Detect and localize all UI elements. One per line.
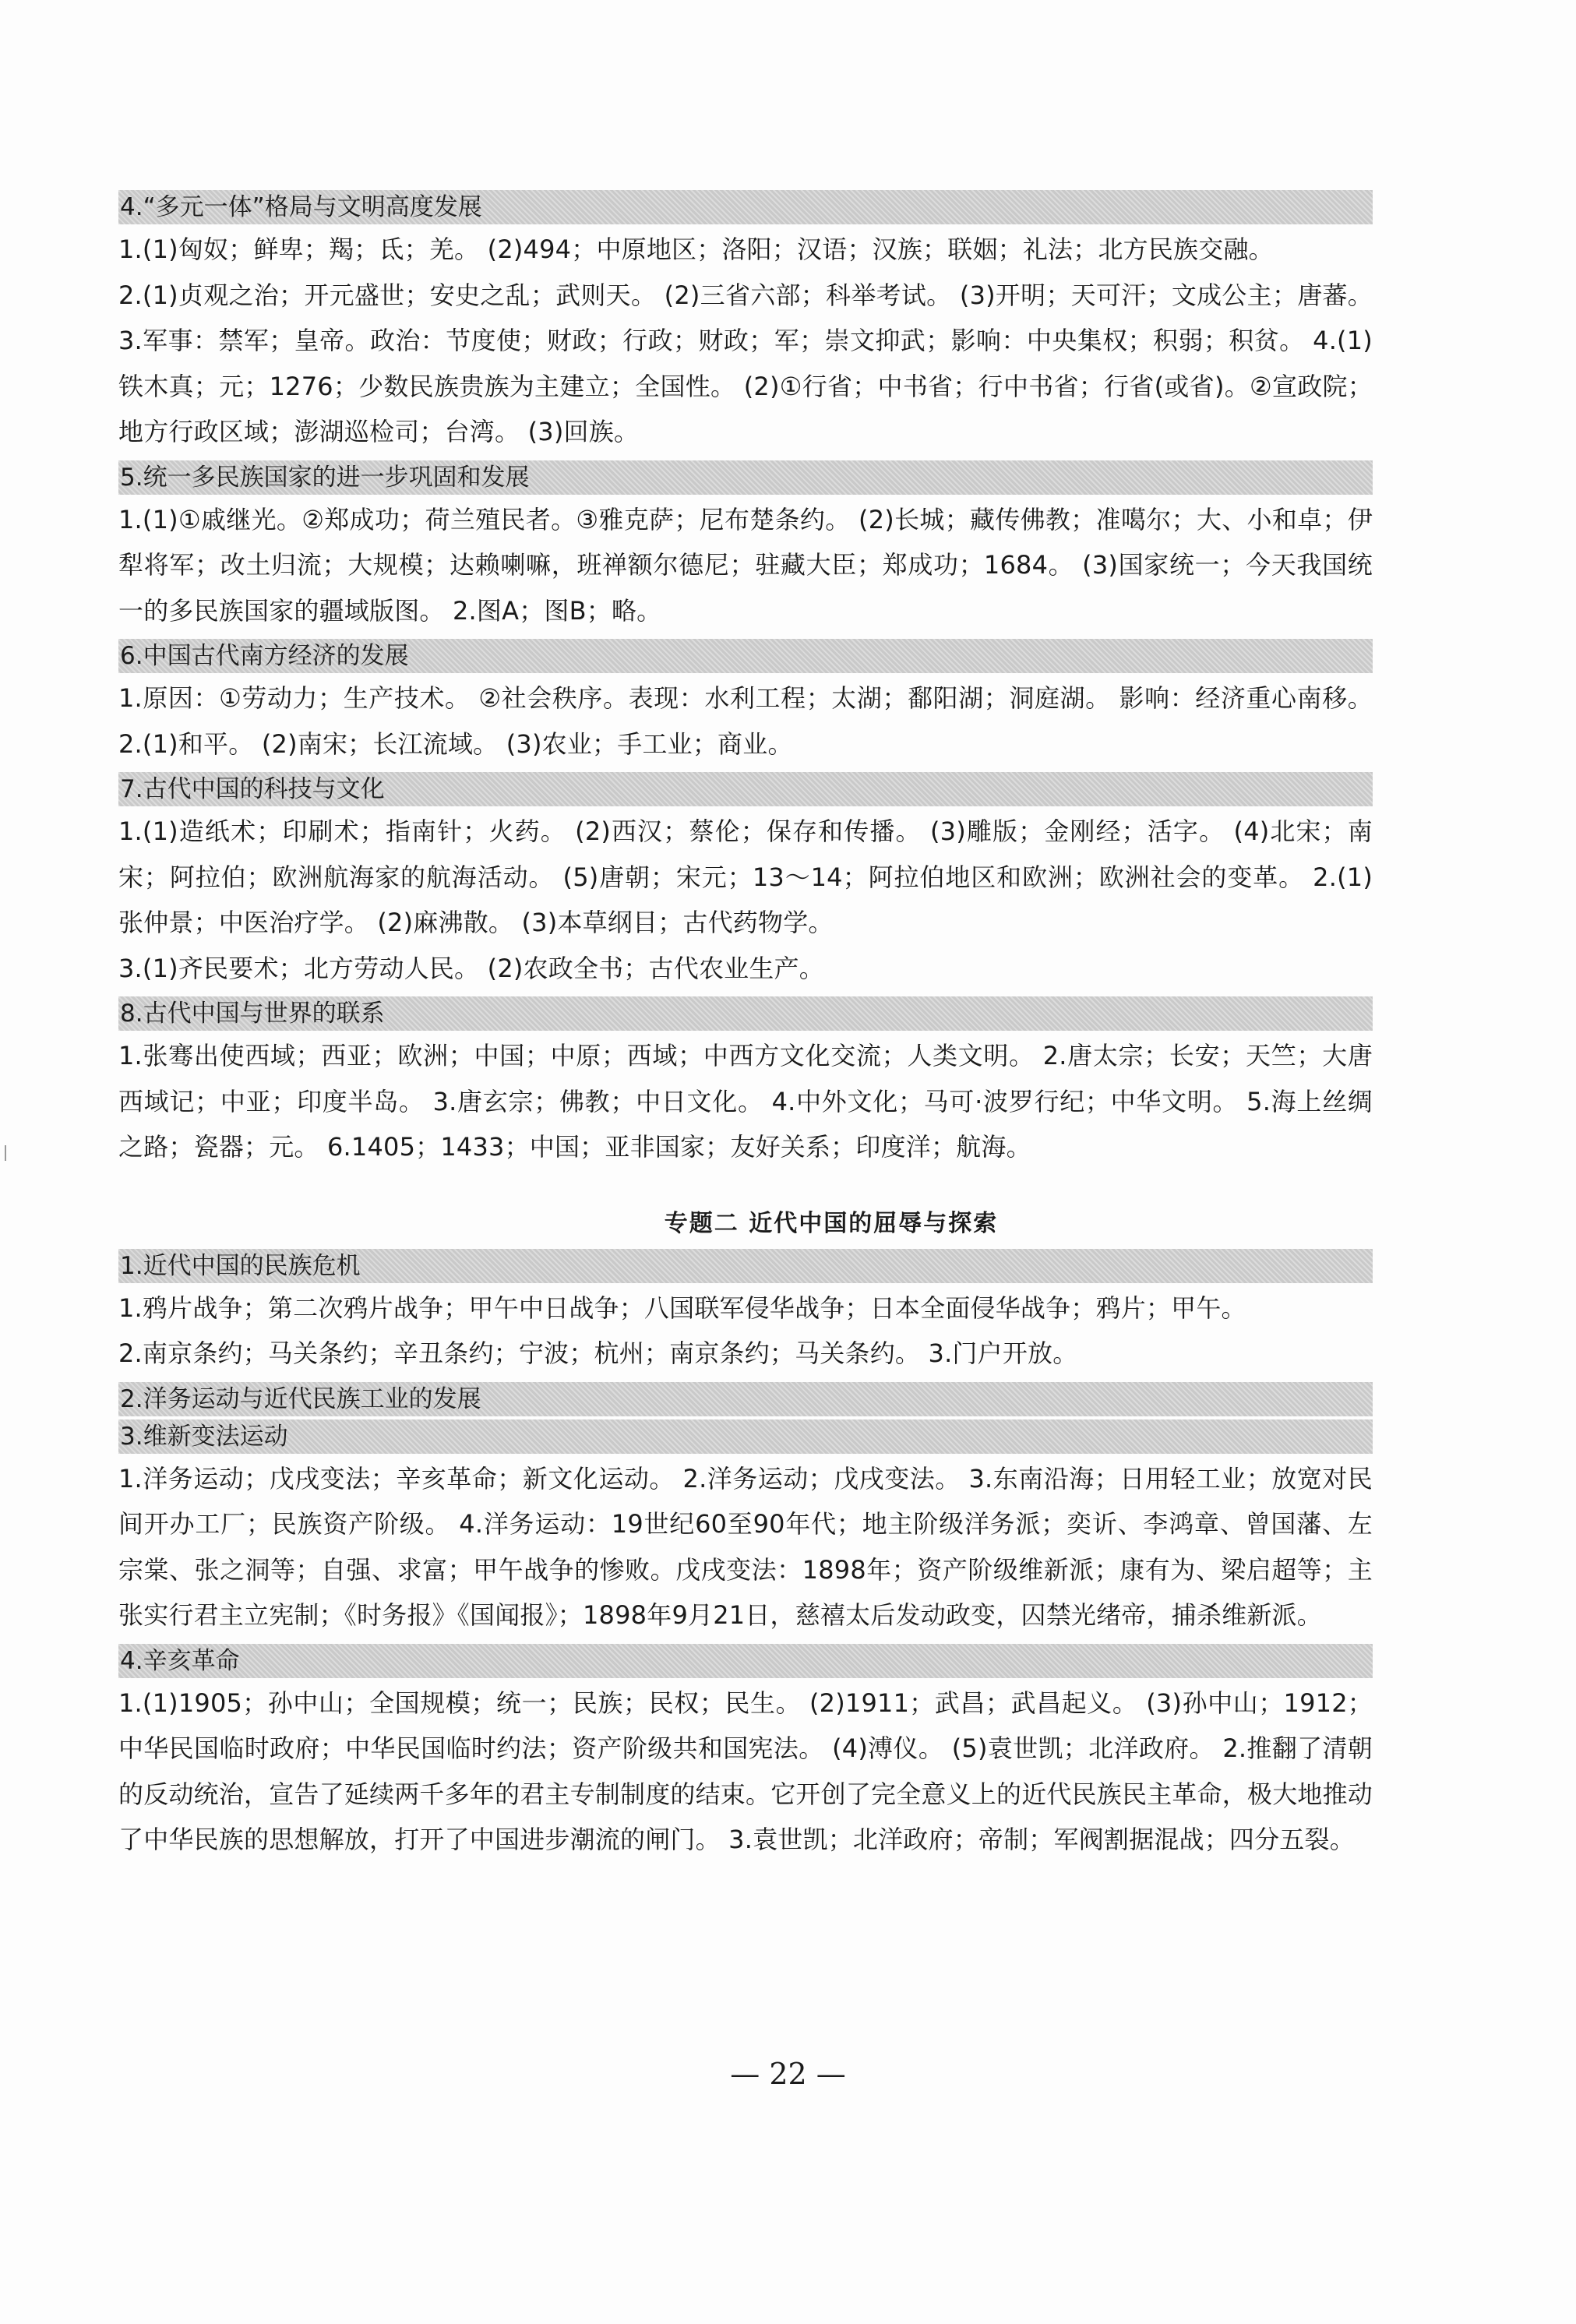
answer-section bbox=[118, 1644, 1373, 1865]
answer-paragraph: 1.原因：①劳动力；生产技术。 ②社会秩序。表现：水利工程；太湖；鄱阳湖；洞庭湖。 影响：经济重心南移。 2.(1)和平。 (2)南宋；长江流域。 (3)农业；手工业；商业。 bbox=[118, 683, 1373, 759]
section-body bbox=[118, 1454, 1373, 1641]
section-body bbox=[118, 1031, 1373, 1173]
answer-paragraph: 1.鸦片战争；第二次鸦片战争；甲午中日战争；八国联军侵华战争；日本全面侵华战争；鸦片；甲午。 bbox=[118, 1292, 1246, 1323]
section-heading: 4.辛亥革命 bbox=[118, 1644, 1373, 1678]
answer-paragraph: 1.张骞出使西域；西亚；欧洲；中国；中原；西域；中西方文化交流；人类文明。 2.唐太宗；长安；天竺；大唐西域记；中亚；印度半岛。 3.唐玄宗；佛教；中日文化。 4.中外文化；马可·波罗行纪；中华文明。 5.海上丝绸之路；瓷器；元。 6.1405；1433；中国；亚非国家；友好关系；印度洋；航海。 bbox=[118, 1041, 1373, 1162]
section-body bbox=[118, 806, 1373, 993]
page-number: — 22 — bbox=[730, 2057, 846, 2091]
answer-paragraph: 2.(1)贞观之治；开元盛世；安史之乱；武则天。 (2)三省六部；科举考试。 (3)开明；天可汗；文成公主；唐蕃。 3.军事：禁军；皇帝。政治：节度使；财政；行政；财政；军；崇文抑武；影响：中央集权；积弱；积贫。 4.(1)铁木真；元；1276；少数民族贵族为主建立；全国性。 (2)①行省；中书省；行中书省；行省(或省)。②宣政院；地方行政区域；澎湖巡检司；台湾。 (3)回族。 bbox=[118, 280, 1373, 446]
answer-section bbox=[118, 190, 1373, 457]
section-heading: 6.中国古代南方经济的发展 bbox=[118, 639, 1373, 673]
answer-paragraph: 1.洋务运动；戊戌变法；辛亥革命；新文化运动。 2.洋务运动；戊戌变法。 3.东南沿海；日用轻工业；放宽对民间开办工厂；民族资产阶级。 4.洋务运动：19世纪60至90年代；地主阶级洋务派；奕䜣、李鸿章、曾国藩、左宗棠、张之洞等；自强、求富；甲午战争的惨败。戊戌变法：1898年；资产阶级维新派；康有为、梁启超等；主张实行君主立宪制；《时务报》《国闻报》；1898年9月21日，慈禧太后发动政变，囚禁光绪帝，捕杀维新派。 bbox=[118, 1463, 1373, 1630]
section-heading: 8.古代中国与世界的联系 bbox=[118, 996, 1373, 1031]
answer-paragraph: 2.南京条约；马关条约；辛丑条约；宁波；杭州；南京条约；马关条约。 3.门户开放。 bbox=[118, 1338, 1078, 1368]
part-one-sections bbox=[118, 190, 1373, 1173]
answer-paragraph: 1.(1)①戚继光。②郑成功；荷兰殖民者。③雅克萨；尼布楚条约。 (2)长城；藏传佛教；准噶尔；大、小和卓；伊犁将军；改土归流；大规模；达赖喇嘛，班禅额尔德尼；驻藏大臣；郑成功；1684。 (3)国家统一；今天我国统一的多民族国家的疆域版图。 2.图A；图B；略。 bbox=[118, 504, 1373, 626]
topic-title: 专题二 近代中国的屈辱与探索 bbox=[664, 1209, 999, 1237]
scan-edge-mark bbox=[5, 1145, 12, 1161]
section-heading: 2.洋务运动与近代民族工业的发展 bbox=[118, 1382, 1373, 1416]
section-body bbox=[118, 224, 1373, 457]
answer-section bbox=[118, 996, 1373, 1173]
answer-key-content bbox=[118, 187, 1373, 1865]
section-heading: 1.近代中国的民族危机 bbox=[118, 1249, 1373, 1283]
section-body bbox=[118, 495, 1373, 637]
section-body bbox=[118, 1678, 1373, 1865]
answer-paragraph: 1.(1)1905；孙中山；全国规模；统一；民族；民权；民生。 (2)1911；武昌；武昌起义。 (3)孙中山；1912；中华民国临时政府；中华民国临时约法；资产阶级共和国宪法。 (4)溥仪。 (5)袁世凯；北洋政府。 2.推翻了清朝的反动统治，宣告了延续两千多年的君主专制制度的结束。它开创了完全意义上的近代民族民主革命，极大地推动了中华民族的思想解放，打开了中国进步潮流的闸门。 3.袁世凯；北洋政府；帝制；军阀割据混战；四分五裂。 bbox=[118, 1687, 1373, 1854]
answer-paragraph: 1.(1)造纸术；印刷术；指南针；火药。 (2)西汉；蔡伦；保存和传播。 (3)雕版；金刚经；活字。 (4)北宋；南宋；阿拉伯；欧洲航海家的航海活动。 (5)唐朝；宋元；13～14；阿拉伯地区和欧洲；欧洲社会的变革。 2.(1)张仲景；中医治疗学。 (2)麻沸散。 (3)本草纲目；古代药物学。 bbox=[118, 816, 1373, 937]
section-heading: 5.统一多民族国家的进一步巩固和发展 bbox=[118, 460, 1373, 495]
answer-section bbox=[118, 460, 1373, 637]
answer-section bbox=[118, 1382, 1373, 1416]
section-heading: 7.古代中国的科技与文化 bbox=[118, 772, 1373, 806]
section-heading: 3.维新变法运动 bbox=[118, 1419, 1373, 1454]
answer-section bbox=[118, 1249, 1373, 1379]
answer-section bbox=[118, 772, 1373, 993]
answer-paragraph: 1.(1)匈奴；鲜卑；羯；氐；羌。 (2)494；中原地区；洛阳；汉语；汉族；联姻；礼法；北方民族交融。 bbox=[118, 235, 1274, 264]
section-body bbox=[118, 673, 1373, 769]
answer-paragraph: 3.(1)齐民要术；北方劳动人民。 (2)农政全书；古代农业生产。 bbox=[118, 953, 824, 983]
section-body bbox=[118, 1283, 1373, 1379]
answer-section bbox=[118, 1419, 1373, 1641]
section-heading: 4.“多元一体”格局与文明高度发展 bbox=[118, 190, 1373, 224]
answer-section bbox=[118, 639, 1373, 769]
part-two-sections bbox=[118, 1249, 1373, 1865]
